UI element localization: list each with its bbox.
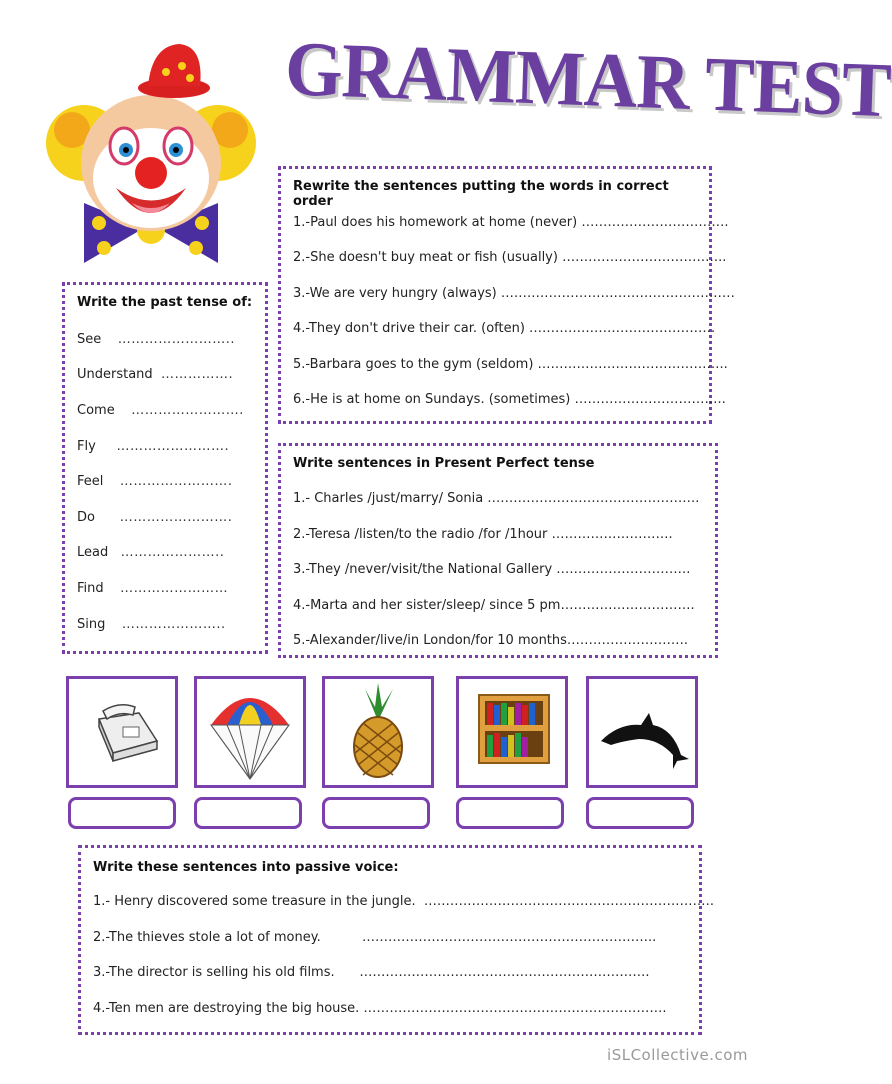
past-tense-item: Feel ……………………. (77, 474, 233, 489)
present-perfect-heading: Write sentences in Present Perfect tense (293, 456, 595, 471)
picture-telephone (66, 676, 178, 788)
answer-box-dolphin[interactable] (586, 797, 694, 829)
passive-item: 4.-Ten men are destroying the big house. ……………………………………………………………. (93, 1001, 667, 1016)
picture-dolphin (586, 676, 698, 788)
present-perfect-section (278, 443, 718, 658)
footer-watermark: iSLCollective.com (607, 1046, 748, 1064)
word-order-item: 6.-He is at home on Sundays. (sometimes) …………………………….. (293, 392, 726, 407)
present-perfect-item: 2.-Teresa /listen/to the radio /for /1hour ………………………. (293, 527, 673, 542)
past-tense-item: Sing ………………….. (77, 617, 226, 632)
past-tense-item: See …………………….. (77, 332, 236, 347)
past-tense-item: Do ……………………. (77, 510, 233, 525)
past-tense-item: Come ……………………. (77, 403, 244, 418)
present-perfect-item: 4.-Marta and her sister/sleep/ since 5 pm…………………………. (293, 598, 695, 613)
past-tense-item: Find …………………… (77, 581, 229, 596)
passive-voice-section (78, 845, 715, 1035)
word-order-item: 1.-Paul does his homework at home (never) ……………………………. (293, 215, 729, 230)
word-order-item: 4.-They don't drive their car. (often) ……………………………………. (293, 321, 716, 336)
page-title: GRAMMAR TEST (283, 25, 892, 135)
answer-box-parachute[interactable] (194, 797, 302, 829)
telephone-icon (69, 679, 175, 785)
present-perfect-item: 3.-They /never/visit/the National Gallery …………………………. (293, 562, 691, 577)
passive-item: 1.- Henry discovered some treasure in the jungle. …………………………………………………………. (93, 894, 715, 909)
word-order-item: 2.-She doesn't buy meat or fish (usually) ……………………………….. (293, 250, 727, 265)
past-tense-item: Lead ………………….. (77, 545, 225, 560)
answer-box-bookcase[interactable] (456, 797, 564, 829)
past-tense-section (62, 282, 268, 654)
past-tense-item: Understand ……………. (77, 367, 234, 382)
parachute-icon (197, 679, 303, 785)
answer-box-telephone[interactable] (68, 797, 176, 829)
bookcase-icon (459, 679, 565, 785)
word-order-item: 3.-We are very hungry (always) ……………………………………………… (293, 286, 735, 301)
dolphin-icon (589, 679, 695, 785)
present-perfect-item: 1.- Charles /just/marry/ Sonia …………………………………………. (293, 491, 700, 506)
passive-voice-heading: Write these sentences into passive voice: (93, 860, 399, 875)
word-order-section (278, 166, 735, 424)
past-tense-heading: Write the past tense of: (77, 295, 253, 310)
picture-parachute (194, 676, 306, 788)
passive-item: 2.-The thieves stole a lot of money. ………………………………………………………….. (93, 930, 657, 945)
passive-item: 3.-The director is selling his old films. …………………………………………………………. (93, 965, 650, 980)
clown-illustration (44, 38, 258, 266)
picture-pineapple (322, 676, 434, 788)
present-perfect-item: 5.-Alexander/live/in London/for 10 months………………………. (293, 633, 689, 648)
word-order-item: 5.-Barbara goes to the gym (seldom) …………………………………….. (293, 357, 728, 372)
pineapple-icon (325, 679, 431, 785)
past-tense-item: Fly ……………………. (77, 439, 230, 454)
picture-bookcase (456, 676, 568, 788)
word-order-heading: Rewrite the sentences putting the words in correct order (293, 179, 669, 209)
answer-box-pineapple[interactable] (322, 797, 430, 829)
